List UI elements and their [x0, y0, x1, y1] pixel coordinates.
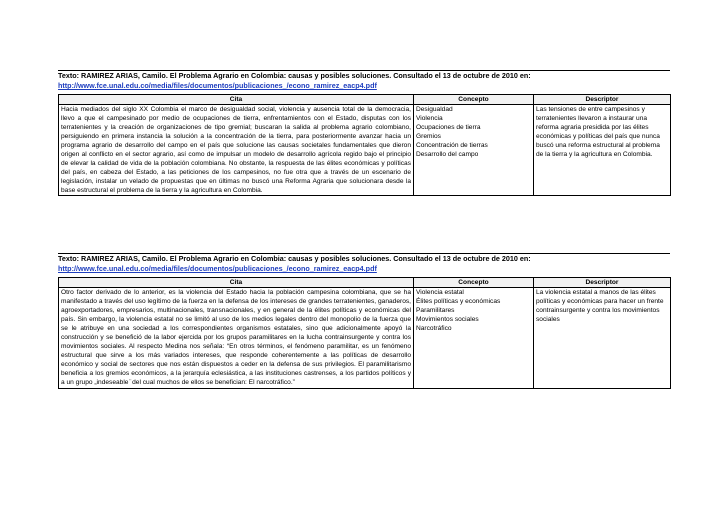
concepto-cell: [414, 105, 534, 196]
concepto-cell: [414, 288, 534, 389]
concepto-item: Violencia: [416, 115, 443, 123]
source-reference: [58, 70, 670, 91]
header-descriptor: Descriptor: [534, 95, 671, 105]
descriptor-cell: Las tensiones de entre campesinos y terratenientes llevaron a instaurar una reforma agraria presidida por las élites económicas y políticas del país que nunca buscó una reforma estructural al problema de la tierra y la agricultura en Colombia.: [534, 105, 671, 196]
header-concepto: Concepto: [414, 278, 534, 288]
table-header-row: [59, 278, 671, 288]
source-text: Texto: RAMIREZ ARIAS, Camilo. El Problema Agrario en Colombia: causas y posibles soluciones. Consultado el 13 de octubre de 2010 en:: [58, 71, 531, 80]
header-descriptor: Descriptor: [534, 278, 671, 288]
concepto-item: Desigualdad: [416, 106, 453, 113]
header-cita: Cita: [59, 278, 414, 288]
concepto-item: Narcotráfico: [416, 325, 452, 333]
cita-cell: Otro factor derivado de lo anterior, es la violencia del Estado hacia la población campesina colombiana, que se ha manifestado a través del uso legítimo de la fuerza en la defensa de los intereses de grandes terratenientes, ganaderos, agroexportadores, empresarios, multinacionales, transnacionales, y en general de la élites políticas y económicas del país. Sin embargo, la violencia estatal no se limitó al uso de los medios legales dentro del monopolio de la fuerza que se le atribuye en una sociedad a los correspondientes organismos estatales, sino que adicionalmente apoyó la construcción y se benefició de la labor ejercida por los grupos paramilitares en la lucha contrainsurgente y contra los movimientos sociales. Al respecto Medina nos señala: “En otros términos, el fenómeno paramilitar, es un fenómeno estructural que sirve a los más variados intereses, que responde coherentemente a las políticas de desarrollo económico y social de sectores que nos están dispuestos a ceder en la defensa de sus privilegios. El paramilitarismo beneficia a los gremios económicos, a la jerarquía eclesiástica, a las instituciones castrenses, a los partidos políticos y a un grupo „indeseable ̈ del cual muchos de ellos se benefician: El narcotráfico.”: [59, 288, 414, 389]
ficha-table: [58, 94, 671, 196]
source-reference: [58, 253, 670, 274]
concepto-item: Desarrollo del campo: [416, 151, 479, 159]
ficha-1: [58, 70, 670, 196]
concepto-item: Ocupaciones de tierra: [416, 124, 481, 132]
concepto-item: Violencia estatal: [416, 289, 464, 296]
table-row: [59, 105, 671, 196]
ficha-2: [58, 253, 670, 389]
table-row: [59, 288, 671, 389]
concepto-item: Movimientos sociales: [416, 316, 479, 324]
descriptor-cell: La violencia estatal a manos de las élites políticas y económicas para hacer un frente contrainsurgente y contra los movimientos sociales: [534, 288, 671, 389]
table-header-row: [59, 95, 671, 105]
header-concepto: Concepto: [414, 95, 534, 105]
source-link[interactable]: http://www.fce.unal.edu.co/media/files/documentos/publicaciones_/econo_ramirez_eacp4.pdf: [58, 264, 377, 273]
concepto-item: Paramilitares: [416, 307, 455, 315]
source-link[interactable]: http://www.fce.unal.edu.co/media/files/documentos/publicaciones_/econo_ramirez_eacp4.pdf: [58, 81, 377, 90]
concepto-item: Concentración de tierras: [416, 142, 488, 150]
header-cita: Cita: [59, 95, 414, 105]
concepto-item: Élites políticas y económicas: [416, 298, 501, 306]
ficha-table: [58, 277, 671, 389]
concepto-item: Gremios: [416, 133, 441, 141]
cita-cell: Hacia mediados del siglo XX Colombia el marco de desigualdad social, violencia y ausencia total de la democracia, llevo a que el campesinado por medio de ocupaciones de tierra, enfrentamientos con el Estado, disputas con los terratenientes y la creación de organizaciones de tipo gremial; buscaran la salida al problema agrario colombiano, persiguiendo en primera instancia la solución a la concentración de la tierra, para posteriormente avanzar hacia un programa agrario de desarrollo del campo en el país que solucione las causas societales fundamentales que dieron origen al conflicto en el sector agrario, así como de impulsar un modelo de desarrollo agrícola regido bajo el principio de elevar la calidad de vida de la población colombiana. No obstante, la respuesta de las élites económicas y políticas del país, en cabeza del Estado, a las peticiones de los campesinos, no fue otra que a través de un escenario de legislación, instalar un velado de propuestas que en últimas no buscó una Reforma Agraria que solucionara desde la base estructural el problema de la tierra y la agricultura en Colombia.: [59, 105, 414, 196]
source-text: Texto: RAMIREZ ARIAS, Camilo. El Problema Agrario en Colombia: causas y posibles soluciones. Consultado el 13 de octubre de 2010 en:: [58, 254, 531, 263]
